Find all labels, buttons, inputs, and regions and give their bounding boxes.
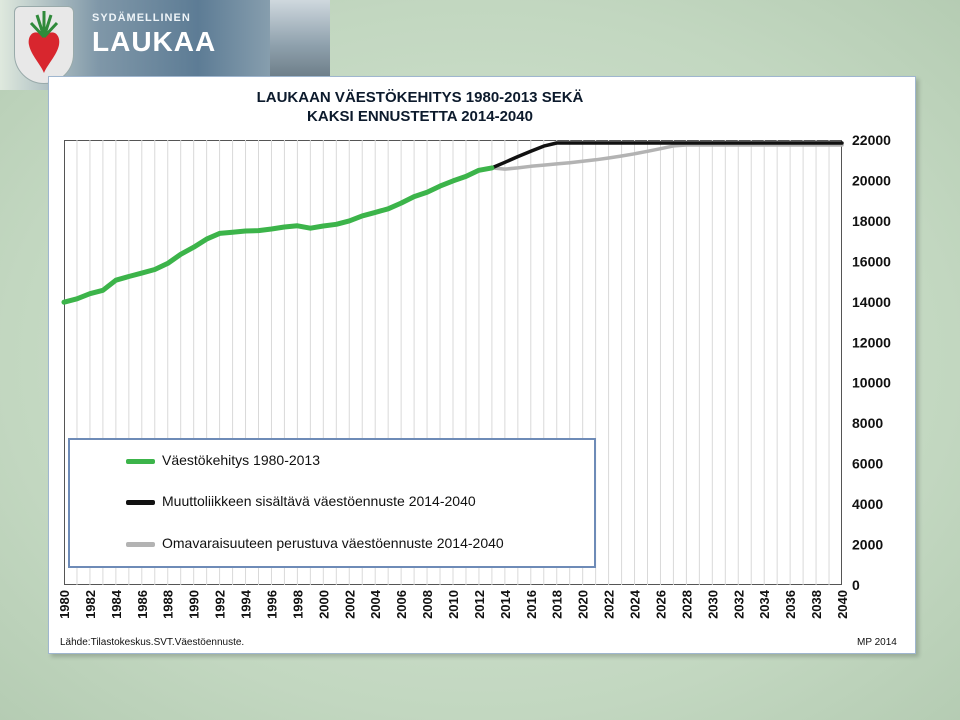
x-tick-label-1992: 1992 [212,590,228,619]
legend-swatch-migration-forecast [126,500,155,505]
x-tick-label-1988: 1988 [160,590,176,619]
legend-entry-historical [70,450,594,470]
x-tick-label-2010: 2010 [446,590,461,619]
legend-entry-self-sufficiency-forecast [70,533,594,553]
y-tick-label-18000: 18000 [852,212,891,229]
legend-entry-migration-forecast [70,491,594,511]
series-line-0 [64,168,492,302]
y-tick-label-10000: 10000 [852,374,891,391]
series-line-2 [492,145,842,169]
x-tick-label-2006: 2006 [394,590,410,619]
brand-tagline: SYDÄMELLINEN [92,12,191,24]
x-tick-label-2014: 2014 [497,590,513,619]
x-tick-label-2020: 2020 [575,590,591,619]
x-tick-label-2030: 2030 [705,590,721,619]
x-tick-label-2036: 2036 [783,590,799,619]
y-tick-label-22000: 22000 [852,132,891,148]
x-tick-label-1984: 1984 [108,590,124,619]
x-tick-label-1990: 1990 [186,590,202,619]
y-tick-label-20000: 20000 [852,172,891,189]
x-tick-label-1996: 1996 [264,590,280,619]
x-tick-label-2026: 2026 [653,590,669,619]
y-axis-ticks [852,132,891,593]
y-tick-label-0: 0 [852,577,860,593]
x-tick-label-1986: 1986 [134,590,150,619]
legend-label-self-sufficiency-forecast: Omavaraisuuteen perustuva väestöennuste 2014-2040 [162,535,504,551]
y-tick-label-6000: 6000 [852,455,884,472]
x-tick-label-2024: 2024 [627,590,643,619]
y-tick-label-12000: 12000 [852,334,891,351]
source-note: Lähde:Tilastokeskus.SVT.Väestöennuste. [60,637,245,648]
legend-swatch-self-sufficiency-forecast [126,542,155,547]
x-tick-label-2038: 2038 [809,590,825,619]
x-tick-label-2008: 2008 [420,590,436,619]
x-axis-ticks [57,589,850,619]
x-tick-label-2012: 2012 [471,590,487,619]
x-tick-label-2040: 2040 [835,590,850,619]
x-tick-label-1994: 1994 [238,590,254,619]
y-tick-label-16000: 16000 [852,253,891,270]
y-tick-label-2000: 2000 [852,536,884,553]
legend-swatch-historical [126,459,155,464]
chart-title-line-1: LAUKAAN VÄESTÖKEHITYS 1980-2013 SEKÄ [256,89,584,106]
x-tick-label-2032: 2032 [731,590,747,619]
legend-label-migration-forecast: Muuttoliikkeen sisältävä väestöennuste 2014-2040 [162,493,476,509]
chart-legend [68,438,596,568]
x-tick-label-2034: 2034 [757,590,773,619]
y-tick-label-4000: 4000 [852,496,884,513]
x-tick-label-2028: 2028 [679,590,695,619]
x-tick-label-2004: 2004 [368,590,384,619]
y-tick-label-8000: 8000 [852,415,884,432]
chart-title-line-2: KAKSI ENNUSTETTA 2014-2040 [307,108,533,125]
x-tick-label-2000: 2000 [316,590,332,619]
x-tick-label-1982: 1982 [82,590,98,619]
x-tick-label-2016: 2016 [523,590,539,619]
x-tick-label-2022: 2022 [601,590,617,619]
author-note: MP 2014 [857,637,897,648]
x-tick-label-1998: 1998 [290,590,306,619]
x-tick-label-1980: 1980 [57,590,72,619]
legend-label-historical: Väestökehitys 1980-2013 [162,452,320,468]
brand-name: LAUKAA [92,26,217,57]
x-tick-label-2018: 2018 [549,590,565,619]
x-tick-label-2002: 2002 [342,590,358,619]
y-tick-label-14000: 14000 [852,293,891,310]
